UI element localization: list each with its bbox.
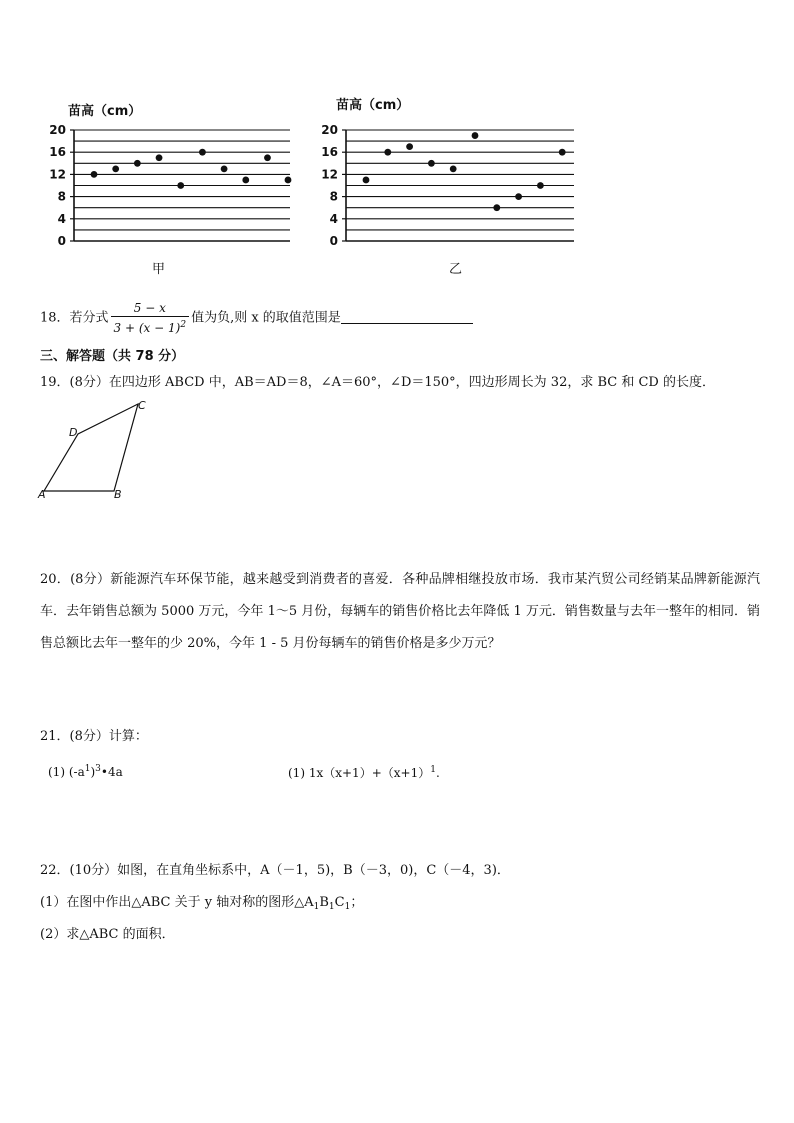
chart-jia-title: 苗高（cm） xyxy=(68,104,142,119)
data-point xyxy=(177,182,184,189)
y-tick-label: 20 xyxy=(321,123,338,137)
data-point xyxy=(156,154,163,161)
y-tick-label: 16 xyxy=(321,145,338,160)
chart-jia xyxy=(40,122,300,252)
q21-part-1-close: ) xyxy=(90,765,96,779)
q18-denominator-wrap xyxy=(111,317,190,336)
data-point xyxy=(221,165,228,172)
data-point xyxy=(112,165,119,172)
y-tick-label: 4 xyxy=(57,211,66,226)
q22-part-2: (2）求△ABC 的面积． xyxy=(40,927,175,942)
q18-prefix: 18．若分式 xyxy=(40,310,109,326)
q19-quadrilateral-figure xyxy=(34,396,154,502)
data-point xyxy=(515,193,522,200)
q18-numerator: 5 − x xyxy=(111,300,190,317)
q21-part-1-base: (-a xyxy=(68,765,85,779)
data-point xyxy=(537,182,544,189)
data-point xyxy=(472,132,479,139)
section-3-heading: 三、解答题（共 78 分） xyxy=(40,349,185,364)
chart-jia-caption: 甲 xyxy=(152,262,166,277)
q18-suffix: 值为负,则 x 的取值范围是 xyxy=(191,310,341,326)
chart-yi-caption: 乙 xyxy=(449,262,463,277)
chart-yi-title: 苗高（cm） xyxy=(336,98,410,113)
data-point xyxy=(134,160,141,167)
question-22: 22．(10分）如图，在直角坐标系中，A（－1，5)，B（－3，0)，C（－4，3)． xyxy=(40,863,510,878)
q22-part-1 xyxy=(40,894,363,916)
vertex-label-a: A xyxy=(38,488,46,501)
data-point xyxy=(406,143,413,150)
q22-part-1-mid-1: B xyxy=(319,895,329,910)
q21-part-1-exp: 3 xyxy=(95,764,101,774)
vertex-label-b: B xyxy=(114,488,122,501)
y-tick-label: 8 xyxy=(329,189,338,204)
y-tick-label: 8 xyxy=(57,189,66,204)
q21-part-1-rest: •4a xyxy=(100,765,123,779)
q18-fraction xyxy=(111,300,190,336)
data-point xyxy=(559,149,566,156)
y-tick-label: 12 xyxy=(321,167,338,182)
question-20: 20．(8分）新能源汽车环保节能，越来越受到消费者的喜爱．各种品牌相继投放市场．我市某汽贸公司经销某品牌新能源汽车．去年销售总额为 5000 万元，今年 1～5 月份，每辆车的销售价格比去年降低 1 万元．销售数量与去年一整年的相同．销售总额比去年一整年的少 20%，今年 1 - 5 月份每辆车的销售价格是多少万元？ xyxy=(40,572,760,651)
q22-part-1-mid-2: C xyxy=(334,895,345,910)
q22-part-1-sub-3: 1 xyxy=(344,902,351,912)
question-18 xyxy=(40,300,473,336)
q18-answer-blank[interactable] xyxy=(341,309,473,324)
data-point xyxy=(384,149,391,156)
y-tick-label: 20 xyxy=(49,123,66,137)
data-point xyxy=(285,177,292,184)
chart-yi xyxy=(312,122,582,252)
q21-part-2-expr: 1x（x+1）+（x+1） xyxy=(308,766,431,780)
data-point xyxy=(242,177,249,184)
q22-part-1-suffix: ； xyxy=(350,895,364,910)
data-point xyxy=(450,165,457,172)
y-tick-label: 0 xyxy=(57,234,66,248)
q22-part-1-prefix: (1）在图中作出△ABC 关于 y 轴对称的图形△A xyxy=(40,895,314,910)
question-21-title: 21．(8分）计算： xyxy=(40,729,148,744)
q21-part-1-base-exp: 1 xyxy=(84,764,91,774)
q22-part-1-sub-2: 1 xyxy=(328,902,335,912)
q18-denominator: 3 + (x − 1) xyxy=(113,321,181,335)
q21-part-1-label: (1) xyxy=(48,765,65,779)
q21-part-2-end: . xyxy=(435,766,440,780)
y-tick-label: 0 xyxy=(329,234,338,248)
q18-denominator-exp: 2 xyxy=(180,320,187,330)
q21-part-2 xyxy=(288,764,440,781)
q21-part-1 xyxy=(48,764,123,779)
y-tick-label: 16 xyxy=(49,145,66,160)
data-point xyxy=(91,171,98,178)
question-19: 19．(8分）在四边形 ABCD 中，AB＝AD＝8，∠A＝60°，∠D＝150°，四边形周长为 32，求 BC 和 CD 的长度． xyxy=(40,375,715,390)
q22-part-1-sub-1: 1 xyxy=(313,902,320,912)
data-point xyxy=(363,177,370,184)
data-point xyxy=(264,154,271,161)
y-tick-label: 4 xyxy=(329,211,338,226)
vertex-label-c: C xyxy=(138,399,146,412)
y-tick-label: 12 xyxy=(49,167,66,182)
data-point xyxy=(428,160,435,167)
q21-part-2-label: (1) xyxy=(288,766,305,780)
data-point xyxy=(199,149,206,156)
q21-part-2-exp: 1 xyxy=(430,765,436,775)
vertex-label-d: D xyxy=(69,426,78,439)
data-point xyxy=(493,204,500,211)
quadrilateral-abcd xyxy=(44,404,138,491)
